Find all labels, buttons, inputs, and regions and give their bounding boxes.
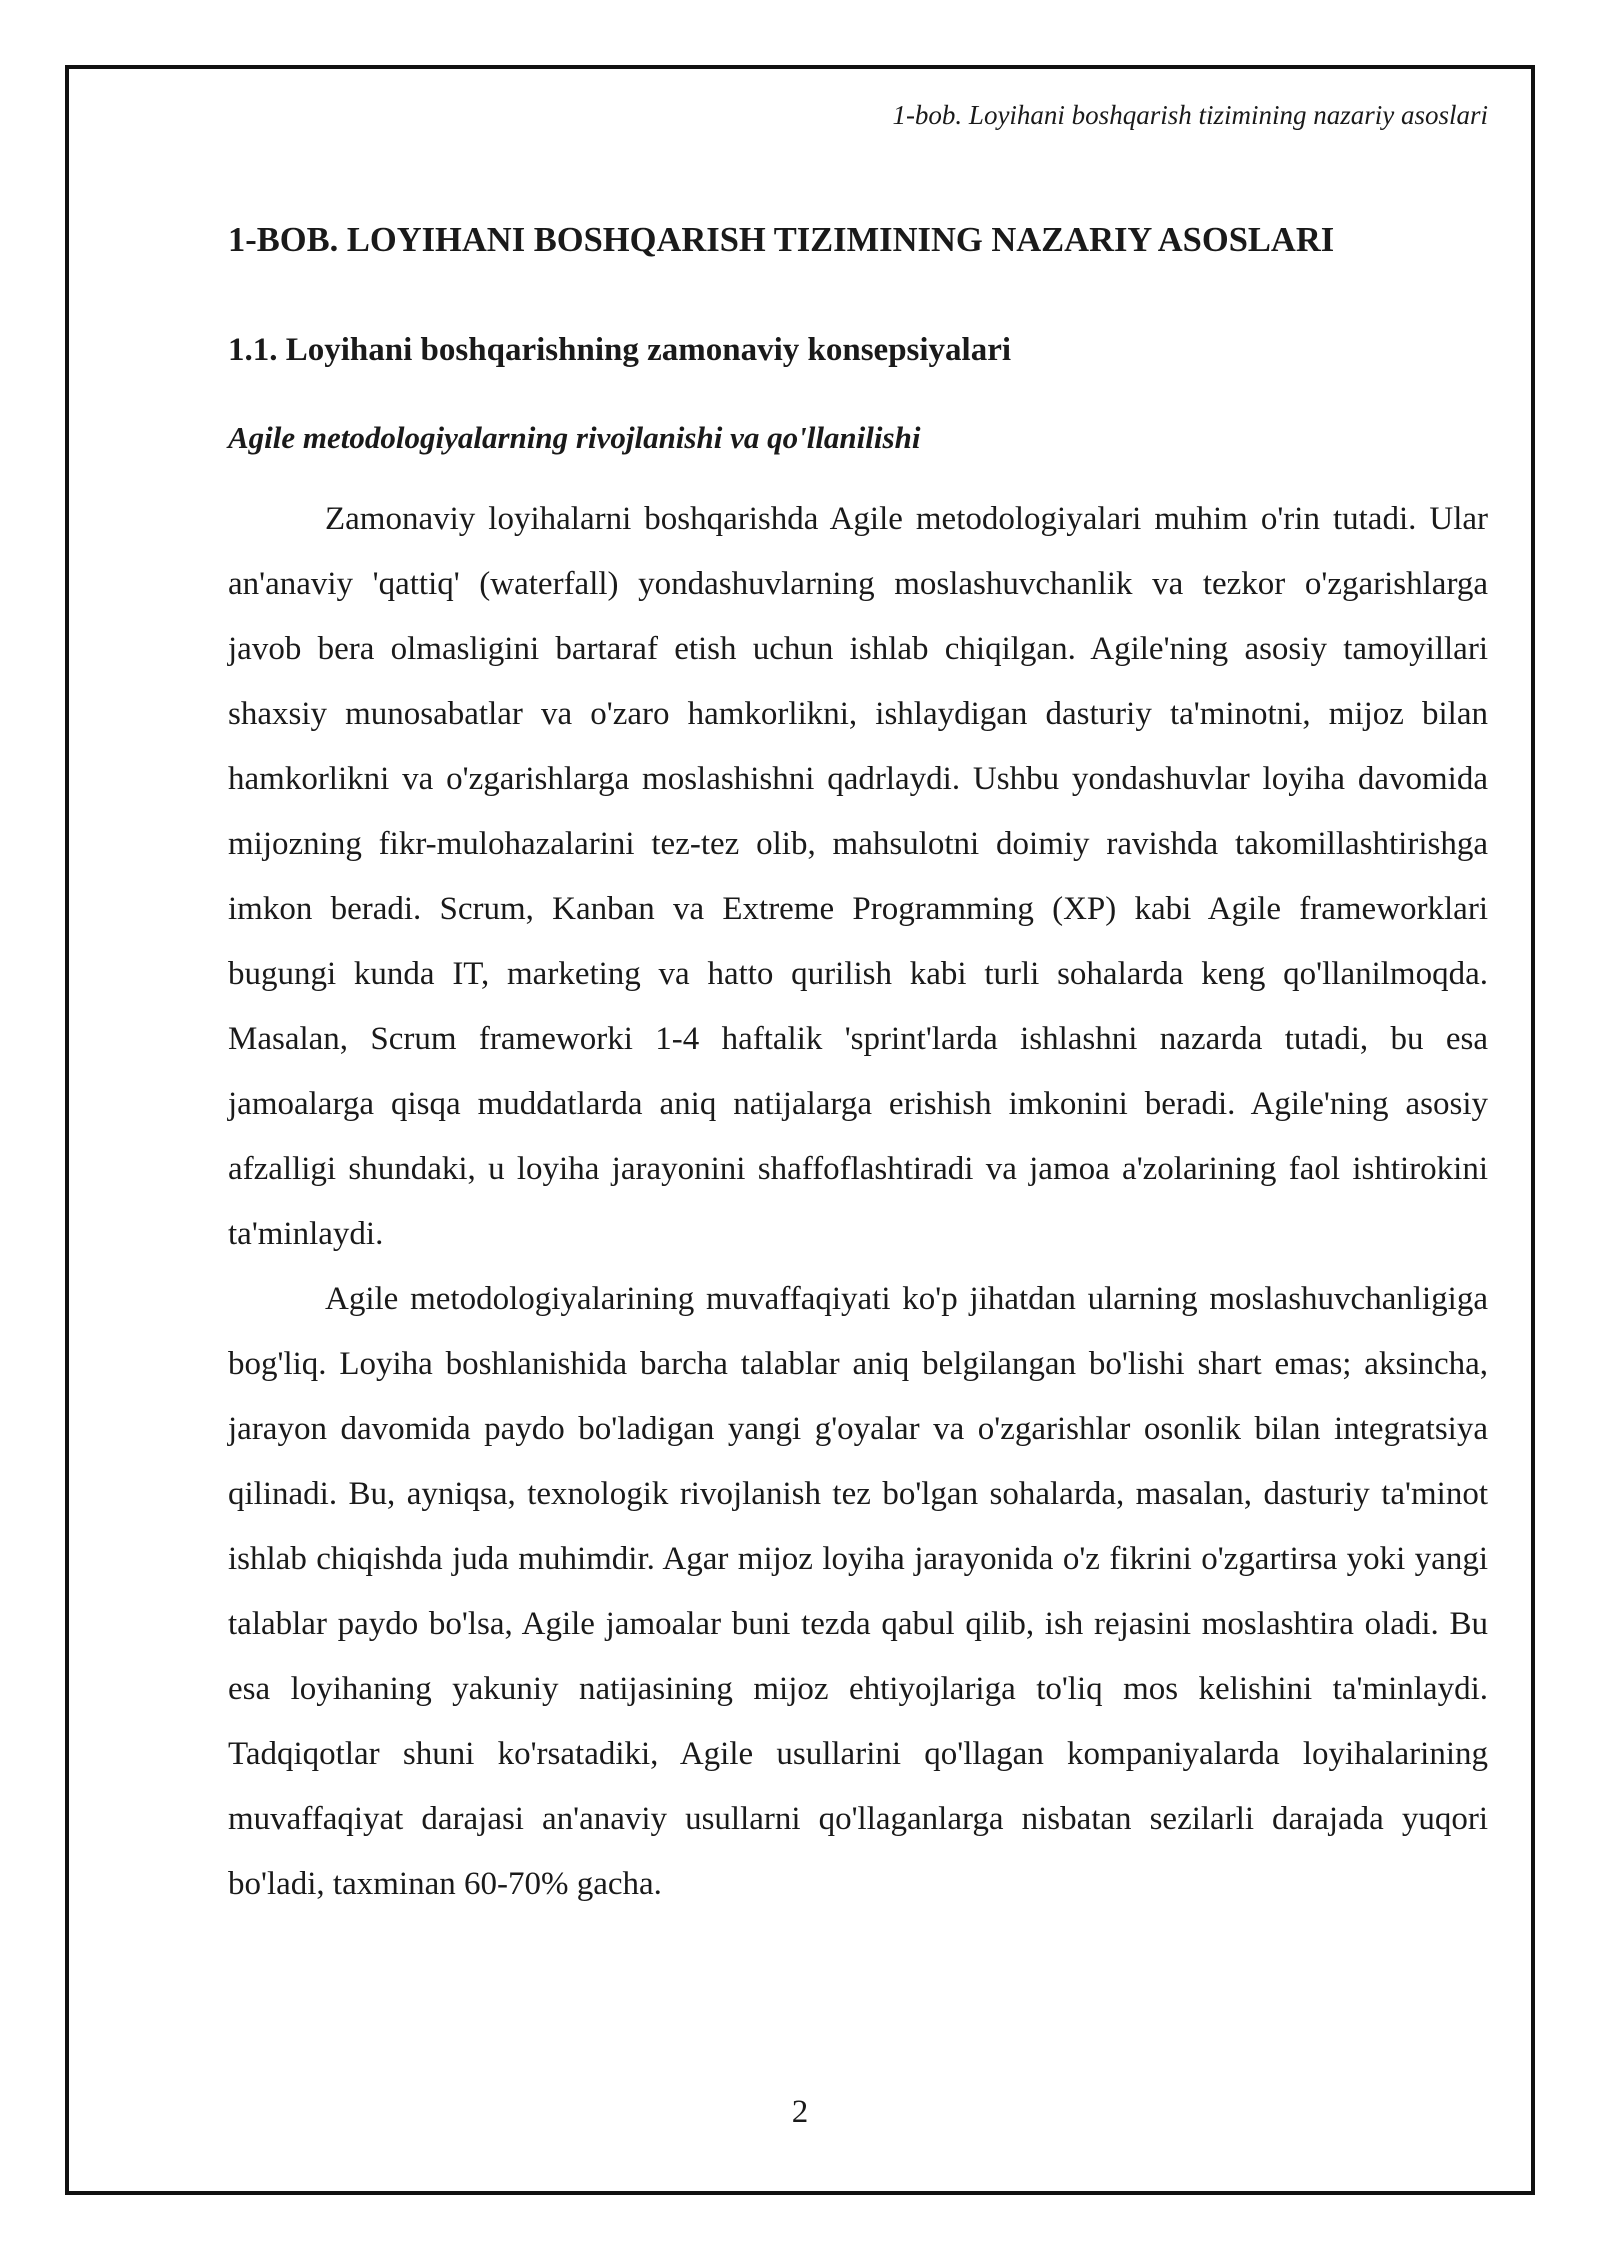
paragraph: Agile metodologiyalarining muvaffaqiyati ko'p jihatdan ularning moslashuvchanligiga bog'liq. Loyiha boshlanishida barcha talablar aniq belgilangan bo'lishi shart emas; aksincha, jarayon davomida paydo bo'ladigan yangi g'oyalar va o'zgarishlar osonlik bilan integratsiya qilinadi. Bu, ayniqsa, texnologik rivojlanish tez bo'lgan sohalarda, masalan, dasturiy ta'minot ishlab chiqishda juda muhimdir. Agar mijoz loyiha jarayonida o'z fikrini o'zgartirsa yoki yangi talablar paydo bo'lsa, Agile jamoalar buni tezda qabul qilib, ish rejasini moslashtira oladi. Bu esa loyihaning yakuniy natijasining mijoz ehtiyojlariga to'liq mos kelishini ta'minlaydi. Tadqiqotlar shuni ko'rsatadiki, Agile usullarini qo'llagan kompaniyalarda loyihalarining muvaffaqiyat darajasi an'anaviy usullarni qo'llaganlarga nisbatan sezilarli darajada yuqori bo'ladi, taxminan 60-70% gacha. xyxy=(228,1281,1488,1902)
running-header: 1-bob. Loyihani boshqarish tizimining nazariy asoslari xyxy=(892,100,1488,130)
paragraph: Zamonaviy loyihalarni boshqarishda Agile metodologiyalari muhim o'rin tutadi. Ular an'anaviy 'qattiq' (waterfall) yondashuvlarning moslashuvchanlik va tezkor o'zgarishlarga javob bera olmasligini bartaraf etish uchun ishlab chiqilgan. Agile'ning asosiy tamoyillari shaxsiy munosabatlar va o'zaro hamkorlikni, ishlaydigan dasturiy ta'minotni, mijoz bilan hamkorlikni va o'zgarishlarga moslashishni qadrlaydi. Ushbu yondashuvlar loyiha davomida mijozning fikr-mulohazalarini tez-tez olib, mahsulotni doimiy ravishda takomillashtirishga imkon beradi. Scrum, Kanban va Extreme Programming (XP) kabi Agile frameworklari bugungi kunda IT, marketing va hatto qurilish kabi turli sohalarda keng qo'llanilmoqda. Masalan, Scrum frameworki 1-4 haftalik 'sprint'larda ishlashni nazarda tutadi, bu esa jamoalarga qisqa muddatlarda aniq natijalarga erishish imkonini beradi. Agile'ning asosiy afzalligi shundaki, u loyiha jarayonini shaffoflashtiradi va jamoa a'zolarining faol ishtirokini ta'minlaydi. xyxy=(228,501,1488,1252)
chapter-title: 1-BOB. LOYIHANI BOSHQARISH TIZIMINING NAZARIY ASOSLARI xyxy=(228,221,1335,259)
section-title: 1.1. Loyihani boshqarishning zamonaviy konsepsiyalari xyxy=(228,332,1012,368)
body-text xyxy=(228,487,1488,1917)
subsection-title: Agile metodologiyalarning rivojlanishi va qo'llanilishi xyxy=(228,420,921,455)
page-number: 2 xyxy=(791,2094,809,2130)
